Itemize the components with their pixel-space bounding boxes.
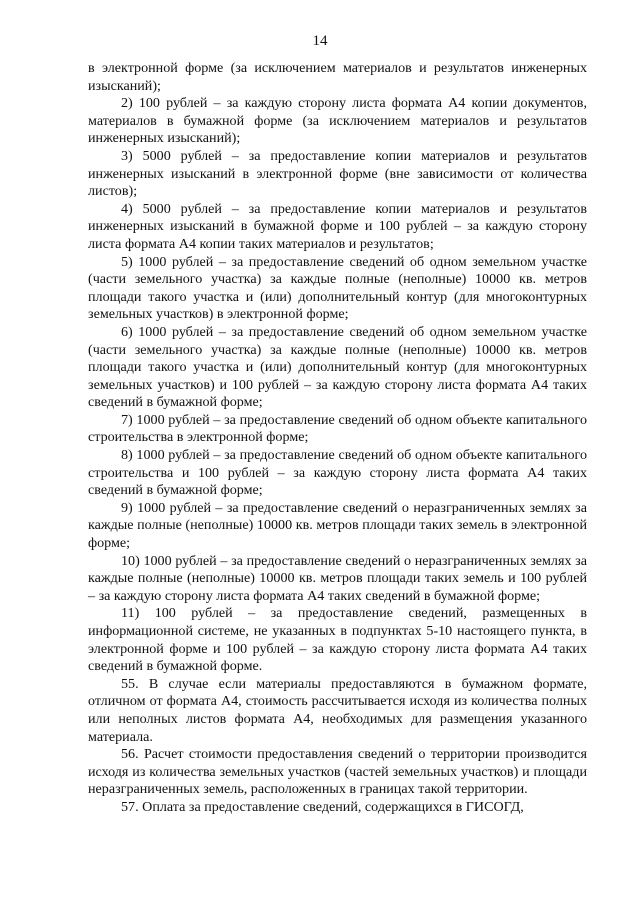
paragraph-item-4: 4) 5000 рублей – за предоставление копии материалов и результатов инженерных изысканий в бумажной форме и 100 рублей – за каждую сторону листа формата А4 копии таких материалов и результатов;: [88, 200, 587, 252]
paragraph-clause-56: 56. Расчет стоимости предоставления сведений о территории производится исходя из количества земельных участков (частей земельных участков) и площади неразграниченных земель, расположенных в границах такой территории.: [88, 746, 587, 798]
paragraph-continuation: в электронной форме (за исключением материалов и результатов инженерных изысканий);: [88, 60, 587, 94]
page-number: 14: [312, 33, 328, 49]
paragraph-item-2: 2) 100 рублей – за каждую сторону листа формата А4 копии документов, материалов в бумажной форме (за исключением материалов и результатов инженерных изысканий);: [88, 95, 587, 147]
paragraph-item-7: 7) 1000 рублей – за предоставление сведений об одном объекте капитального строительства в электронной форме;: [88, 411, 587, 446]
paragraph-clause-57: 57. Оплата за предоставление сведений, содержащихся в ГИСОГД,: [121, 798, 524, 815]
paragraph-item-6: 6) 1000 рублей – за предоставление сведений об одном земельном участке (части земельного участка) за каждые полные (неполные) 10000 кв. метров площади такого участка и (или) дополнительный контур (для многоконтурных земельных участков) и 100 рублей – за каждую сторону листа формата А4 таких сведений в бумажной форме;: [88, 323, 587, 411]
paragraph-item-11: 11) 100 рублей – за предоставление сведений, размещенных в информационной системе, не указанных в подпунктах 5-10 настоящего пункта, в электронной форме и 100 рублей – за каждую сторону листа формата А4 таких сведений в бумажной форме.: [88, 605, 587, 675]
paragraph-item-3: 3) 5000 рублей – за предоставление копии материалов и результатов инженерных изысканий в электронной форме (вне зависимости от количества листов);: [88, 147, 587, 200]
paragraph-item-10: 10) 1000 рублей – за предоставление сведений о неразграниченных землях за каждые полные (неполные) 10000 кв. метров площади таких земель и 100 рублей – за каждую сторону листа формата А4 таких сведений в бумажной форме;: [88, 552, 587, 604]
document-body: [88, 60, 587, 817]
paragraph-item-5: 5) 1000 рублей – за предоставление сведений об одном земельном участке (части земельного участка) за каждые полные (неполные) 10000 кв. метров площади такого участка и (или) дополнительный контур (для многоконтурных земельных участков) в электронной форме;: [88, 253, 587, 323]
paragraph-clause-55: 55. В случае если материалы предоставляются в бумажном формате, отличном от формата А4, стоимость рассчитывается исходя из количества полных или неполных листов формата А4, необходимых для размещения указанного материала.: [88, 675, 587, 745]
paragraph-item-9: 9) 1000 рублей – за предоставление сведений о неразграниченных землях за каждые полные (неполные) 10000 кв. метров площади таких земель в электронной форме;: [88, 499, 587, 552]
paragraph-item-8: 8) 1000 рублей – за предоставление сведений об одном объекте капитального строительства и 100 рублей – за каждую сторону листа формата А4 таких сведений в бумажной форме;: [88, 447, 587, 499]
